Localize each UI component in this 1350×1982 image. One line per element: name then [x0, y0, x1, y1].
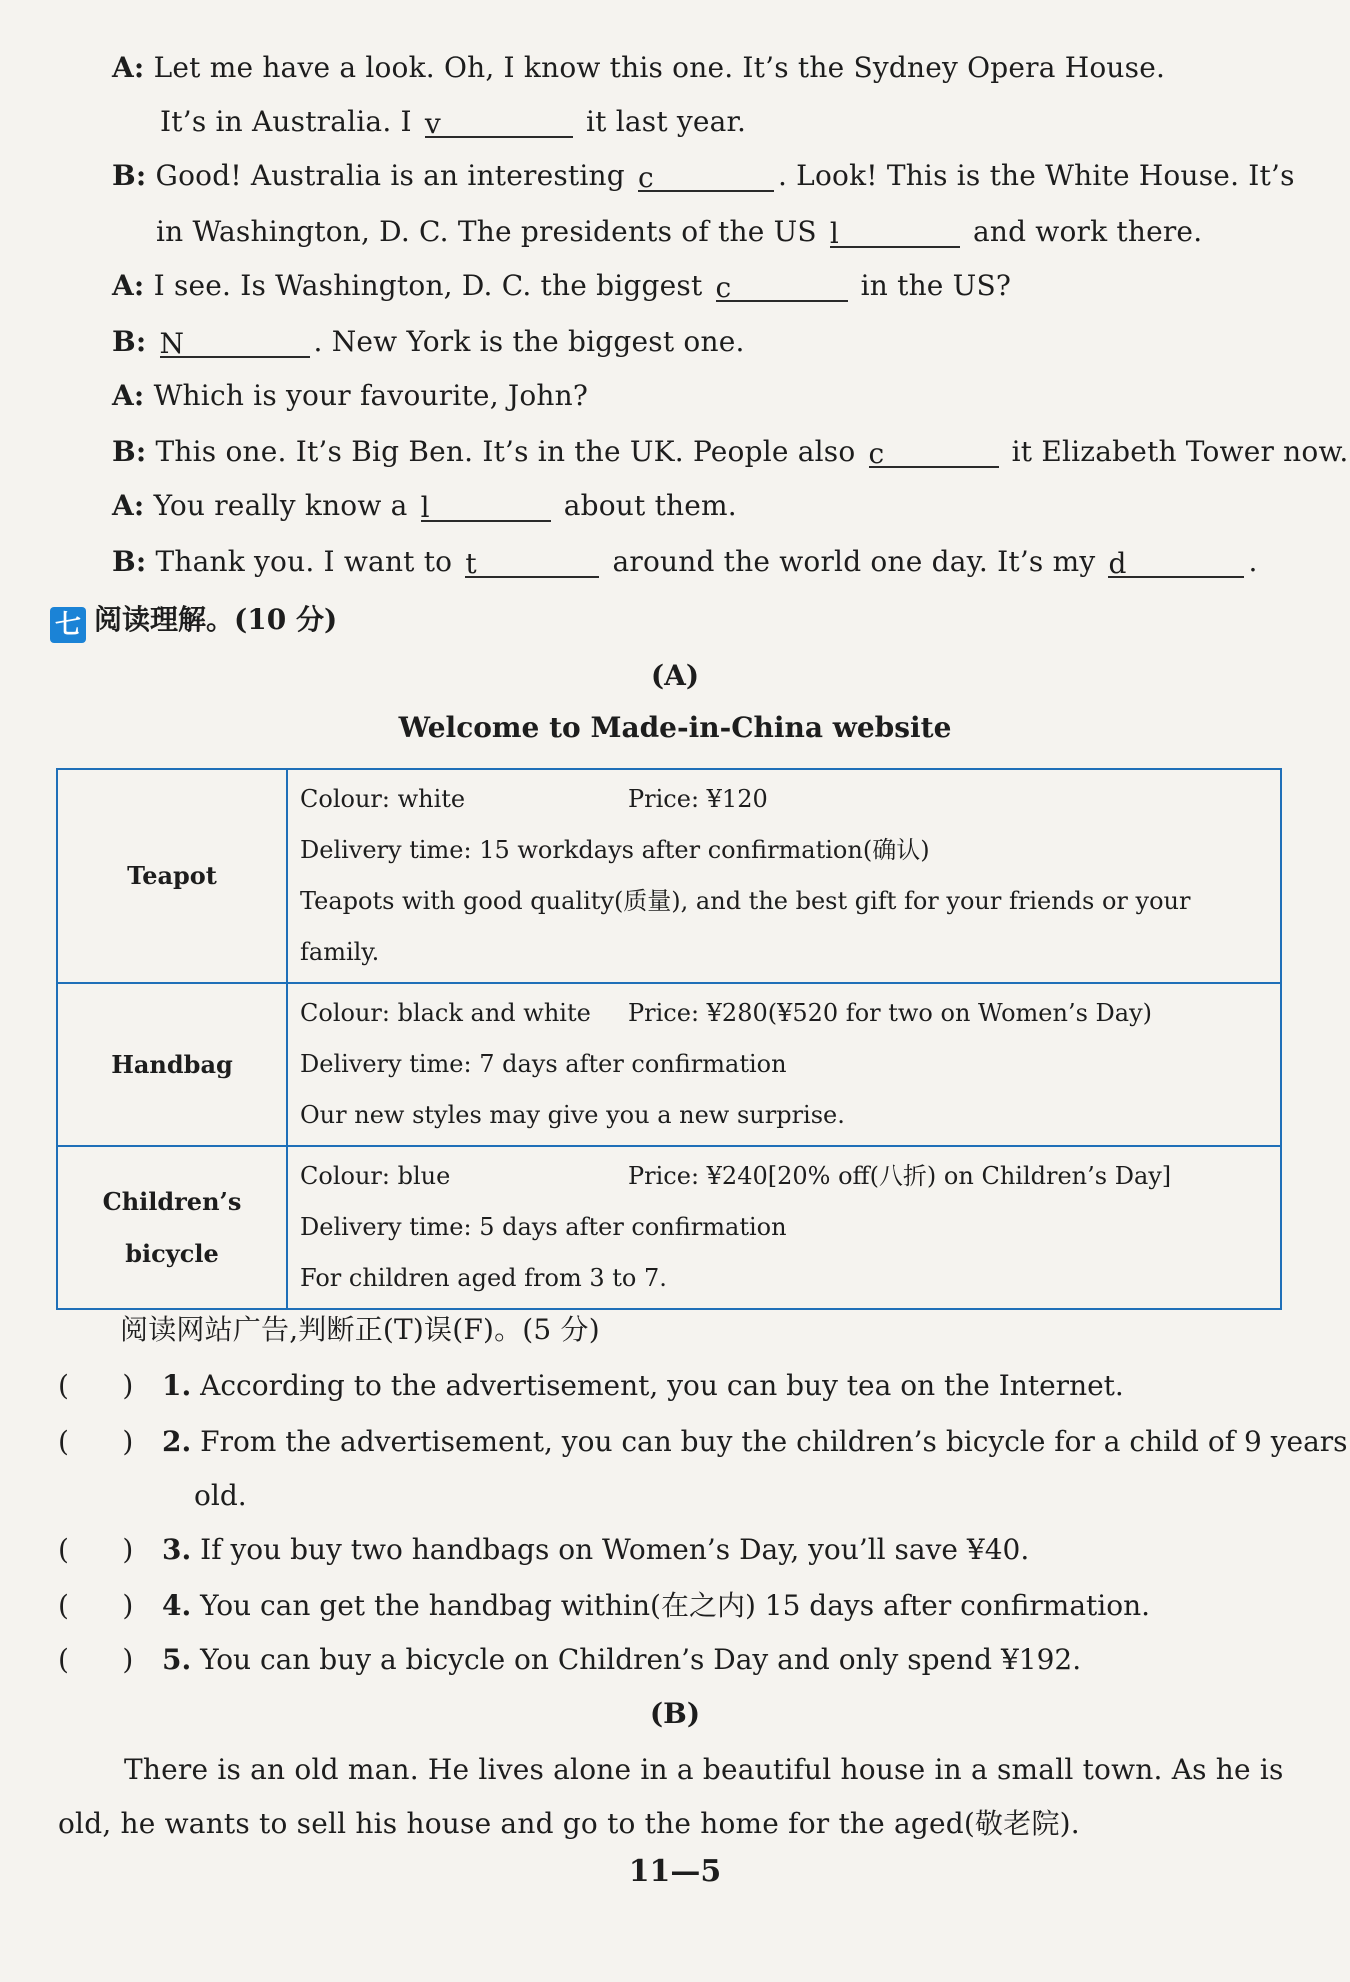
page-number: 11—5 — [628, 1854, 722, 1889]
product-colour: Colour: blue — [300, 1162, 451, 1190]
table-row — [57, 769, 1281, 983]
product-price: Price: ¥240[20% off(八折) on Children’s Day] — [628, 1162, 1172, 1190]
fill-blank[interactable]: t — [465, 546, 599, 578]
answer-parentheses[interactable]: ( ) — [58, 1643, 134, 1676]
dialogue-line: B: N . New York is the biggest one. — [112, 325, 745, 360]
part-b-label: (B) — [649, 1697, 701, 1730]
dialogue-line: A: You really know a l about them. — [112, 489, 737, 524]
product-price: Price: ¥120 — [628, 785, 768, 813]
ad-title: Welcome to Made-in-China website — [398, 711, 952, 744]
section-number-badge: 七 — [50, 607, 86, 643]
fill-blank[interactable]: l — [421, 490, 551, 522]
tf-question: ( ) 1. According to the advertisement, you can buy tea on the Internet. — [58, 1366, 1124, 1406]
fill-blank[interactable]: c — [716, 270, 848, 302]
dialogue-line: A: Let me have a look. Oh, I know this one. It’s the Sydney Opera House. — [112, 51, 1166, 84]
tf-question-continuation: old. — [194, 1479, 247, 1512]
speaker-label: B: — [112, 325, 147, 358]
section-title: 阅读理解。(10 分) — [94, 603, 338, 636]
fill-blank[interactable]: c — [638, 160, 774, 192]
answer-parentheses[interactable]: ( ) — [58, 1589, 134, 1622]
passage-line: old, he wants to sell his house and go to the home for the aged(敬老院). — [58, 1807, 1080, 1840]
fill-blank[interactable]: d — [1108, 546, 1244, 578]
answer-parentheses[interactable]: ( ) — [58, 1425, 134, 1458]
speaker-label: A: — [112, 269, 145, 302]
product-name-cell: Teapot — [57, 769, 287, 983]
tf-question: ( ) 4. You can get the handbag within(在之内) 15 days after confirmation. — [58, 1586, 1150, 1626]
tf-question: ( ) 2. From the advertisement, you can buy the children’s bicycle for a child of 9 years — [58, 1422, 1348, 1462]
table-row — [57, 1146, 1281, 1309]
dialogue-line: B: This one. It’s Big Ben. It’s in the UK. People also c it Elizabeth Tower now. — [112, 435, 1349, 470]
product-info-cell: Colour: white Price: ¥120 Delivery time: 15 workdays after confirmation(确认) Teapots with good quality(质量), and the best gift for your friends or your family. — [287, 769, 1281, 983]
dialogue-line: It’s in Australia. I v it last year. — [160, 105, 747, 140]
speaker-label: B: — [112, 159, 147, 192]
fill-blank[interactable]: c — [869, 436, 999, 468]
fill-blank[interactable]: v — [425, 106, 573, 138]
fill-blank[interactable]: N — [160, 326, 310, 358]
product-info-cell: Colour: black and white Price: ¥280(¥520 for two on Women’s Day) Delivery time: 7 days after confirmation Our new styles may give you a new surprise. — [287, 983, 1281, 1146]
product-table — [56, 768, 1282, 1310]
dialogue-line: A: Which is your favourite, John? — [112, 379, 589, 412]
part-a-label: (A) — [650, 659, 700, 692]
section-heading — [50, 600, 337, 643]
answer-parentheses[interactable]: ( ) — [58, 1369, 134, 1402]
answer-parentheses[interactable]: ( ) — [58, 1533, 134, 1566]
speaker-label: B: — [112, 435, 147, 468]
product-colour: Colour: white — [300, 785, 466, 813]
tf-question: ( ) 5. You can buy a bicycle on Children’s Day and only spend ¥192. — [58, 1640, 1081, 1680]
product-price: Price: ¥280(¥520 for two on Women’s Day) — [628, 999, 1152, 1027]
product-colour: Colour: black and white — [300, 999, 591, 1027]
table-row — [57, 983, 1281, 1146]
dialogue-line: A: I see. Is Washington, D. C. the biggest c in the US? — [112, 269, 1012, 304]
dialogue-line: B: Good! Australia is an interesting c . Look! This is the White House. It’s — [112, 159, 1295, 194]
product-info-cell: Colour: blue Price: ¥240[20% off(八折) on Children’s Day] Delivery time: 5 days after confirmation For children aged from 3 to 7. — [287, 1146, 1281, 1309]
speaker-label: A: — [112, 379, 145, 412]
tf-question: ( ) 3. If you buy two handbags on Women’s Day, you’ll save ¥40. — [58, 1530, 1029, 1570]
product-name-cell: Handbag — [57, 983, 287, 1146]
product-name-cell: Children’s bicycle — [57, 1146, 287, 1309]
speaker-label: A: — [112, 489, 145, 522]
dialogue-line: B: Thank you. I want to t around the world one day. It’s my d . — [112, 545, 1258, 580]
speaker-label: B: — [112, 545, 147, 578]
tf-instruction: 阅读网站广告,判断正(T)误(F)。(5 分) — [120, 1313, 600, 1346]
fill-blank[interactable]: l — [830, 216, 960, 248]
dialogue-line: in Washington, D. C. The presidents of the US l and work there. — [156, 215, 1203, 250]
speaker-label: A: — [112, 51, 145, 84]
passage-line: There is an old man. He lives alone in a beautiful house in a small town. As he is — [124, 1753, 1284, 1786]
